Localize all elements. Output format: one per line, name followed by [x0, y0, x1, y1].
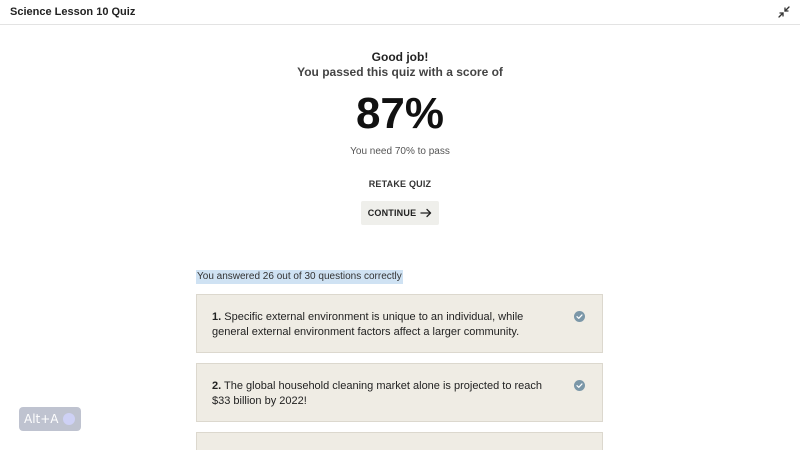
- retake-quiz-link[interactable]: RETAKE QUIZ: [368, 179, 432, 189]
- question-card: [196, 432, 603, 450]
- result-panel: [0, 50, 800, 157]
- pass-requirement: You need 70% to pass: [350, 146, 450, 157]
- result-headline: Good job!: [371, 50, 429, 64]
- title-bar: [0, 0, 800, 25]
- question-text: The global household cleaning market alone is projected to reach $33 billion by 2022!: [212, 380, 543, 407]
- score-value: 87%: [355, 89, 445, 138]
- result-subline: You passed this quiz with a score of: [297, 65, 503, 79]
- window-title: Science Lesson 10 Quiz: [10, 6, 136, 18]
- shortcut-badge[interactable]: [19, 407, 81, 431]
- retake-row: [0, 179, 800, 189]
- question-number: 2.: [212, 380, 222, 392]
- assistant-dot-icon: [63, 413, 75, 425]
- question-text-block: [212, 310, 552, 339]
- question-text: Specific external environment is unique to an individual, while general external environment factors affect a larger community.: [212, 311, 524, 338]
- check-circle-icon: [574, 311, 585, 322]
- question-number: 1.: [212, 311, 222, 323]
- question-text-block: [212, 379, 552, 408]
- answered-summary: You answered 26 out of 30 questions correctly: [197, 271, 402, 282]
- collapse-icon[interactable]: [777, 5, 791, 19]
- continue-button[interactable]: [361, 201, 439, 225]
- continue-label: CONTINUE: [367, 208, 417, 218]
- arrow-right-icon: [420, 208, 432, 218]
- shortcut-label: Alt+A: [24, 412, 59, 426]
- question-card: [196, 363, 603, 422]
- check-circle-icon: [574, 380, 585, 391]
- question-card: [196, 294, 603, 353]
